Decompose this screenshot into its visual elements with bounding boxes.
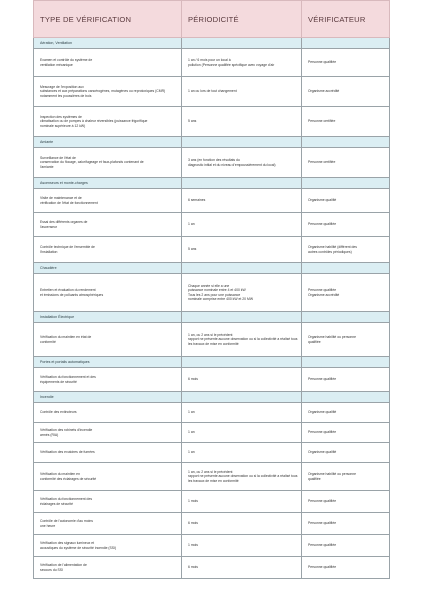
verifier-cell-line: Organisme accrédité: [308, 89, 340, 94]
verification-type-cell-line: Vérification du fonctionnement des: [40, 497, 93, 502]
verifier-cell: [302, 274, 390, 312]
verifier-cell: [302, 148, 390, 178]
section-header-row: [34, 392, 390, 403]
table-row: [34, 107, 390, 137]
verification-type-cell-line: Surveillance de l'état de: [40, 156, 76, 161]
verifier-cell: [302, 443, 390, 463]
verification-type-cell: [34, 535, 182, 557]
verification-type-cell: [34, 323, 182, 357]
header-periodicity: PÉRIODICITÉ: [182, 1, 302, 38]
verification-type-cell-line: conservation du flocage, calorifugeage et faux-plafonds contenant de: [40, 160, 144, 165]
table-row: [34, 148, 390, 178]
section-header-row: [34, 178, 390, 189]
verification-type-cell: [34, 513, 182, 535]
periodicity-cell-line: 5 ans: [188, 119, 197, 124]
verifier-cell: [302, 189, 390, 213]
verifier-cell: [302, 513, 390, 535]
verifier-cell: [302, 237, 390, 263]
verification-type-cell: [34, 274, 182, 312]
verification-type-cell: [34, 77, 182, 107]
periodicity-cell: [182, 274, 302, 312]
periodicity-cell: [182, 213, 302, 237]
verifier-cell-line: Organisme habilité (différent des: [308, 245, 357, 250]
verifier-cell-line: Personne qualifiée: [308, 543, 337, 548]
periodicity-cell-line: puissance nominale entre 4 et 400 kW: [188, 288, 246, 293]
periodicity-cell-line: rapport ne présente aucune observation ou si la collectivité a réalisé tous: [188, 337, 298, 342]
periodicity-cell: [182, 463, 302, 491]
table-row: [34, 557, 390, 579]
periodicity-cell-line: diagnostic initial et du niveau d'empoussièrement du local): [188, 162, 276, 167]
verifier-cell-line: Personne qualifiée: [308, 521, 337, 526]
verification-type-cell-line: Vérification du maintien en état de: [40, 335, 92, 340]
verifier-cell: [302, 77, 390, 107]
periodicity-cell-line: 1 an, ou 2 ans si le précédent: [188, 470, 233, 475]
section-title: Chaudière: [34, 263, 182, 274]
periodicity-cell: [182, 423, 302, 443]
verifier-cell-line: Personne certifiée: [308, 160, 336, 165]
section-blank: [302, 357, 390, 368]
section-blank: [182, 357, 302, 368]
verification-type-cell-line: l'amiante: [40, 164, 54, 169]
periodicity-cell-line: les travaux de mise en conformité: [188, 341, 239, 346]
verifier-cell-line: Personne qualifiée: [308, 377, 337, 382]
verification-type-cell-line: Vérification de l'alimentation de: [40, 563, 87, 568]
section-blank: [182, 312, 302, 323]
table-header-row: [34, 1, 390, 38]
periodicity-cell-line: Chaque année si elle a une: [188, 284, 230, 289]
periodicity-cell: [182, 513, 302, 535]
verification-type-cell: [34, 368, 182, 392]
verification-table: [33, 0, 390, 579]
table-row: [34, 323, 390, 357]
verification-type-cell-line: Entretien et évaluation du rendement: [40, 288, 96, 293]
periodicity-cell-line: 1 an: [188, 410, 195, 415]
periodicity-cell: [182, 443, 302, 463]
verification-type-cell-line: nominale supérieure à 12 kW): [40, 123, 86, 128]
verification-type-cell-line: l'ascenseur: [40, 224, 58, 229]
section-header-row: [34, 137, 390, 148]
table-row: [34, 77, 390, 107]
verifier-cell: [302, 423, 390, 443]
periodicity-cell-line: 1 mois: [188, 499, 198, 504]
periodicity-cell-line: 6 mois: [188, 377, 198, 382]
verifier-cell-line: qualifiée: [308, 339, 321, 344]
verification-type-cell-line: équipements de sécurité: [40, 379, 77, 384]
section-blank: [302, 392, 390, 403]
verification-type-cell-line: Contrôle technique de l'ensemble de: [40, 245, 95, 250]
section-blank: [182, 137, 302, 148]
verifier-cell-line: Organisme habilité ou personne: [308, 335, 357, 340]
verifier-cell-line: Personne certifiée: [308, 119, 336, 124]
verification-type-cell: [34, 107, 182, 137]
verification-type-cell-line: vérification de l'état de fonctionnement: [40, 200, 98, 205]
periodicity-cell: [182, 535, 302, 557]
periodicity-cell-line: 1 an ou lors de tout changement: [188, 89, 237, 94]
section-header-row: [34, 312, 390, 323]
periodicity-cell-line: Tous les 2 ans pour une puissance: [188, 292, 241, 297]
verification-type-cell-line: armés (RIA): [40, 432, 59, 437]
periodicity-cell-line: les travaux de mise en conformité: [188, 478, 239, 483]
verification-type-cell: [34, 189, 182, 213]
verification-type-cell-line: Vérification des robinets d'incendie: [40, 428, 93, 433]
verification-type-cell: [34, 557, 182, 579]
verification-type-cell-line: climatisation ou de pompes à chaleur réversibles (puissance frigorifique: [40, 119, 148, 124]
verifier-cell-line: Personne qualifiée: [308, 565, 337, 570]
verifier-cell-line: Personne qualifiée: [308, 222, 337, 227]
section-blank: [302, 263, 390, 274]
periodicity-cell-line: pollution (Personne qualifiée spécifique avec voyage d'air: [188, 62, 275, 67]
periodicity-cell: [182, 368, 302, 392]
periodicity-cell: [182, 107, 302, 137]
section-blank: [182, 263, 302, 274]
periodicity-cell-line: 6 mois: [188, 565, 198, 570]
verifier-cell-line: Personne qualifiée: [308, 288, 337, 293]
table-row: [34, 237, 390, 263]
periodicity-cell: [182, 557, 302, 579]
periodicity-cell: [182, 148, 302, 178]
verifier-cell-line: Organisme qualifié: [308, 450, 337, 455]
table-row: [34, 491, 390, 513]
verification-type-cell-line: ventilation mécanique: [40, 62, 73, 67]
periodicity-cell-line: rapport ne présente aucune observation ou si la collectivité a réalisé tous: [188, 474, 298, 479]
section-header-row: [34, 357, 390, 368]
table-row: [34, 274, 390, 312]
verification-type-cell: [34, 403, 182, 423]
verifier-cell: [302, 213, 390, 237]
verification-type-cell-line: Vérification du maintien en: [40, 472, 80, 477]
periodicity-cell-line: nominale comprise entre 400 kW et 20 MW: [188, 296, 254, 301]
periodicity-cell-line: 6 mois: [188, 521, 198, 526]
verifier-cell-line: Personne qualifiée: [308, 60, 337, 65]
verifier-cell: [302, 107, 390, 137]
verification-type-cell: [34, 423, 182, 443]
section-title: Aération, Ventilation: [34, 38, 182, 49]
verification-type-cell: [34, 49, 182, 77]
periodicity-cell-line: 1 an: [188, 430, 195, 435]
section-blank: [302, 137, 390, 148]
verification-type-cell-line: Examen et contrôle du système de: [40, 58, 93, 63]
verification-type-cell-line: Vérification des signaux lumineux et: [40, 541, 95, 546]
table-row: [34, 189, 390, 213]
header-type: TYPE DE VÉRIFICATION: [34, 1, 182, 38]
verification-type-cell: [34, 237, 182, 263]
table-row: [34, 535, 390, 557]
section-header-row: [34, 263, 390, 274]
verifier-cell-line: autres contrôles périodiques): [308, 249, 352, 254]
section-blank: [182, 392, 302, 403]
table-row: [34, 513, 390, 535]
section-title: Portes et portails automatiques: [34, 357, 182, 368]
verification-type-cell-line: Inspection des systèmes de: [40, 115, 82, 120]
section-title: Incendie: [34, 392, 182, 403]
verification-type-cell-line: acoustiques du système de sécurité incendie (SSI): [40, 545, 117, 550]
verifier-cell: [302, 323, 390, 357]
verifier-cell-line: Personne qualifiée: [308, 430, 337, 435]
verification-type-cell: [34, 443, 182, 463]
periodicity-cell-line: 5 ans: [188, 247, 197, 252]
verification-type-cell: [34, 463, 182, 491]
verification-type-cell-line: Visite de maintenance et de: [40, 196, 82, 201]
section-blank: [302, 178, 390, 189]
table-row: [34, 463, 390, 491]
verification-type-cell-line: substances et aux préparations cancérogènes, mutagènes ou reprotoxiques (CMR): [40, 89, 166, 94]
verifier-cell: [302, 368, 390, 392]
verification-type-cell-line: conformité: [40, 339, 56, 344]
section-title: Amiante: [34, 137, 182, 148]
periodicity-cell: [182, 237, 302, 263]
periodicity-cell: [182, 491, 302, 513]
periodicity-cell-line: 1 an, ou 2 ans si le précédent: [188, 333, 233, 338]
table-row: [34, 213, 390, 237]
verifier-cell: [302, 557, 390, 579]
verifier-cell: [302, 403, 390, 423]
verification-type-cell-line: Essai des différents organes de: [40, 220, 88, 225]
section-blank: [302, 312, 390, 323]
verification-type-cell-line: et émissions de polluants atmosphériques: [40, 292, 104, 297]
table-row: [34, 443, 390, 463]
verification-type-cell-line: l'installation: [40, 249, 58, 254]
verification-type-cell-line: Contrôle des extincteurs: [40, 410, 77, 415]
section-header-row: [34, 38, 390, 49]
verification-type-cell: [34, 491, 182, 513]
table-row: [34, 403, 390, 423]
verification-type-cell-line: Mesurage de l'exposition aux: [40, 85, 84, 90]
verifier-cell-line: Organisme qualifié: [308, 410, 337, 415]
verifier-cell-line: Organisme qualifié: [308, 198, 337, 203]
table-row: [34, 49, 390, 77]
verification-type-cell-line: Vérification du fonctionnement et des: [40, 375, 96, 380]
periodicity-cell-line: 3 ans (en fonction des résultats du: [188, 158, 240, 163]
verifier-cell: [302, 463, 390, 491]
periodicity-cell-line: 1 an: [188, 222, 195, 227]
verification-type-cell-line: Vérification des exutoires de fumées: [40, 450, 95, 455]
verification-type-cell-line: éclairages de sécurité: [40, 501, 73, 506]
verification-type-cell-line: conformité des éclairages de sécurité: [40, 476, 97, 481]
section-blank: [302, 38, 390, 49]
verification-type-cell-line: une heure: [40, 523, 56, 528]
verifier-cell: [302, 49, 390, 77]
verifier-cell-line: Organisme accrédité: [308, 292, 340, 297]
verifier-cell: [302, 491, 390, 513]
periodicity-cell-line: 1 an / 6 mois pour un local à: [188, 58, 231, 63]
verification-type-cell: [34, 148, 182, 178]
periodicity-cell-line: 6 semaines: [188, 198, 206, 203]
table-row: [34, 423, 390, 443]
verification-type-cell-line: notamment les poussières de bois: [40, 93, 92, 98]
periodicity-cell-line: 1 an: [188, 450, 195, 455]
table-row: [34, 368, 390, 392]
verifier-cell-line: qualifiée: [308, 476, 321, 481]
periodicity-cell: [182, 323, 302, 357]
header-verifier: VÉRIFICATEUR: [302, 1, 390, 38]
verification-type-cell-line: Contrôle de l'autonomie d'au moins: [40, 519, 93, 524]
verifier-cell-line: Organisme habilité ou personne: [308, 472, 357, 477]
section-title: Installation Électrique: [34, 312, 182, 323]
periodicity-cell: [182, 77, 302, 107]
verification-type-cell-line: secours du SSI: [40, 567, 63, 572]
periodicity-cell: [182, 189, 302, 213]
periodicity-cell: [182, 49, 302, 77]
section-title: Ascenseurs et monte-charges: [34, 178, 182, 189]
section-blank: [182, 38, 302, 49]
verifier-cell: [302, 535, 390, 557]
verifier-cell-line: Personne qualifiée: [308, 499, 337, 504]
periodicity-cell: [182, 403, 302, 423]
verification-type-cell: [34, 213, 182, 237]
periodicity-cell-line: 1 mois: [188, 543, 198, 548]
section-blank: [182, 178, 302, 189]
